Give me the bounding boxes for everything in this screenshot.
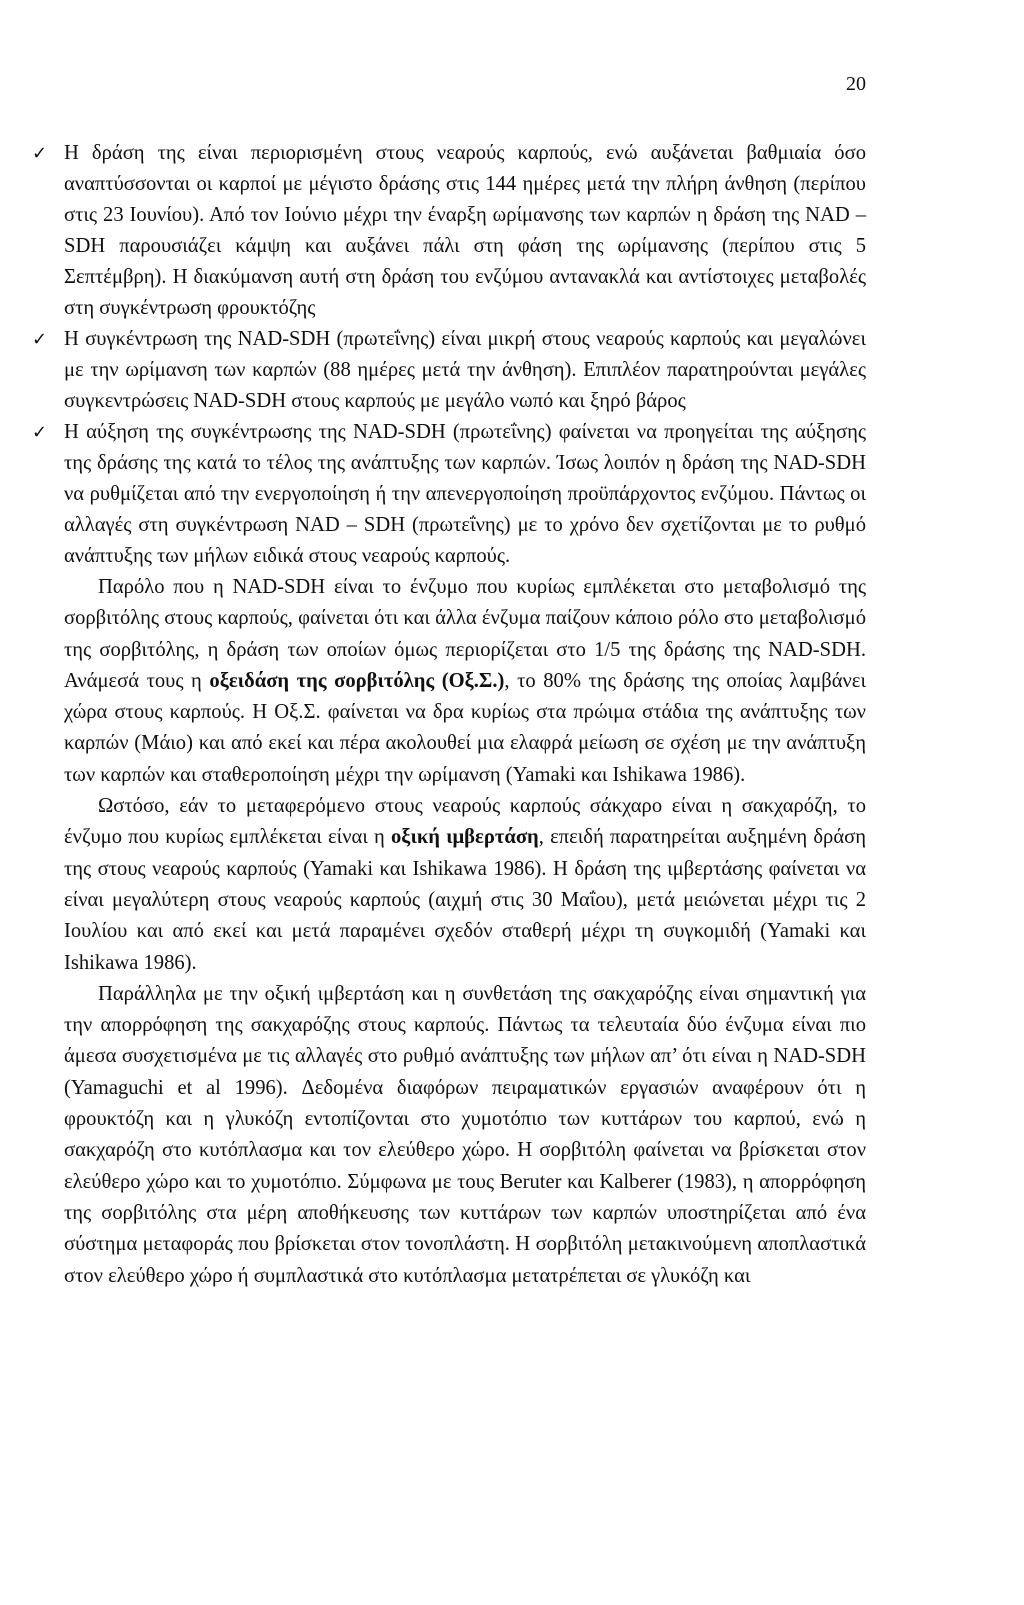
bullet-text: Η αύξηση της συγκέντρωσης της NAD-SDH (πρωτεΐνης) φαίνεται να προηγείται της αύξησης της δράσης της κατά το τέλος της ανάπτυξης των καρπών. Ίσως λοιπόν η δράση της NAD-SDH να ρυθμίζεται από την ενεργοποίηση ή την απενεργοποίηση προϋπάρχοντος ενζύμου. Πάντως οι αλλαγές στη συγκέντρωση NAD – SDH (πρωτεΐνης) με το χρόνο δεν σχετίζονται με το ρυθμό ανάπτυξης των μήλων ειδικά στους νεαρούς καρπούς. — [64, 421, 866, 567]
paragraph-text: Παράλληλα με την οξική ιμβερτάση και η συνθετάση της σακχαρόζης είναι σημαντική για την απορρόφηση της σακχαρόζης στους καρπούς. Πάντως τα τελευταία δύο ένζυμα είναι πιο άμεσα συσχετισμένα με τις αλλαγές στο ρυθμό ανάπτυξης των μήλων απ’ ότι είναι η NAD-SDH (Yamaguchi et al 1996). Δεδομένα διαφόρων πειραματικών εργασιών αναφέρουν ότι η φρουκτόζη και η γλυκόζη εντοπίζονται στο χυμοτόπιο των κυττάρων του καρπού, ενώ η σακχαρόζη στο κυτόπλασμα και τον ελεύθερο χώρο. Η σορβιτόλη φαίνεται να βρίσκεται στον ελεύθερο χώρο και το χυμοτόπιο. Σύμφωνα με τους Beruter και Kalberer (1983), η απορρόφηση της σορβιτόλης στα μέρη αποθήκευσης των κυττάρων των καρπών υποστηρίζεται από ένα σύστημα μεταφοράς που βρίσκεται στον τονοπλάστη. Η σορβιτόλη μετακινούμενη αποπλαστικά στον ελεύθερο χώρο ή συμπλαστικά στο κυτόπλασμα μετατρέπεται σε γλυκόζη και — [64, 982, 866, 1287]
paragraph-text: Παρόλο που η NAD-SDH είναι το ένζυμο που κυρίως εμπλέκεται στο μεταβολισμό της σορβιτόλης στους καρπούς, φαίνεται ότι και άλλα ένζυμα παίζουν κάποιο ρόλο στο μεταβολισμό της σορβιτόλης, η δράση των οποίων όμως περιορίζεται στο 1/5 της δράσης της NAD-SDH. Ανάμεσά τους η — [64, 576, 866, 692]
checkmark-icon: ✓ — [32, 329, 48, 350]
paragraph-text: , επειδή παρατηρείται αυξημένη δράση της στους νεαρούς καρπούς (Yamaki και Ishikawa 1986). Η δράση της ιμβερτάσης φαίνεται να είναι μεγαλύτερη στους νεαρούς καρπούς (αιχμή στις 30 Μαΐου), μετά μειώνεται μέχρι τις 2 Ιουλίου και από εκεί και μετά παραμένει σχεδόν σταθερή μέχρι τη συγκομιδή (Yamaki και Ishikawa 1986). — [64, 826, 866, 974]
bullet-item — [32, 324, 866, 417]
page-body — [32, 138, 866, 1292]
checkmark-icon: ✓ — [32, 422, 48, 443]
paragraph-sorbitol-oxidase — [32, 572, 866, 791]
page-number: 20 — [846, 73, 866, 95]
bullet-text: Η δράση της είναι περιορισμένη στους νεαρούς καρπούς, ενώ αυξάνεται βαθμιαία όσο αναπτύσσονται οι καρποί με μέγιστο δράσης στις 144 ημέρες μετά την πλήρη άνθηση (περίπου στις 23 Ιουνίου). Από τον Ιούνιο μέχρι την έναρξη ωρίμανσης των καρπών η δράση της NAD – SDH παρουσιάζει κάμψη και αυξάνει πάλι στη φάση της ωρίμανσης (περίπου στις 5 Σεπτέμβρη). Η διακύμανση αυτή στη δράση του ενζύμου αντανακλά και αντίστοιχες μεταβολές στη συγκέντρωση φρουκτόζης — [64, 142, 866, 319]
paragraph-text: , το 80% της δράσης της οποίας λαμβάνει χώρα στους καρπούς. Η Οξ.Σ. φαίνεται να δρα κυρίως στα πρώιμα στάδια της ανάπτυξης των καρπών (Μάιο) και από εκεί και πέρα ακολουθεί μια ελαφρά μείωση σε σχέση με την ανάπτυξη των καρπών και σταθεροποίηση μέχρι την ωρίμανση (Yamaki και Ishikawa 1986). — [64, 669, 866, 786]
bullet-item — [32, 138, 866, 324]
bullet-text: Η συγκέντρωση της NAD-SDH (πρωτεΐνης) είναι μικρή στους νεαρούς καρπούς και μεγαλώνει με την ωρίμανση των καρπών (88 ημέρες μετά την άνθηση). Επιπλέον παρατηρούνται μεγάλες συγκεντρώσεις NAD-SDH στους καρπούς με μεγάλο νωπό και ξηρό βάρος — [64, 328, 866, 412]
paragraph-acid-invertase — [32, 791, 866, 979]
paragraph-sucrose-synthase — [32, 979, 866, 1292]
bold-term: οξειδάση της σορβιτόλης (Οξ.Σ.) — [209, 669, 505, 692]
paragraph-text: Ωστόσο, εάν το μεταφερόμενο στους νεαρούς καρπούς σάκχαρο είναι η σακχαρόζη, το ένζυμο που κυρίως εμπλέκεται είναι η — [64, 795, 866, 849]
checkmark-icon: ✓ — [32, 143, 48, 164]
bullet-item — [32, 417, 866, 572]
bold-term: οξική ιμβερτάση — [390, 826, 539, 849]
